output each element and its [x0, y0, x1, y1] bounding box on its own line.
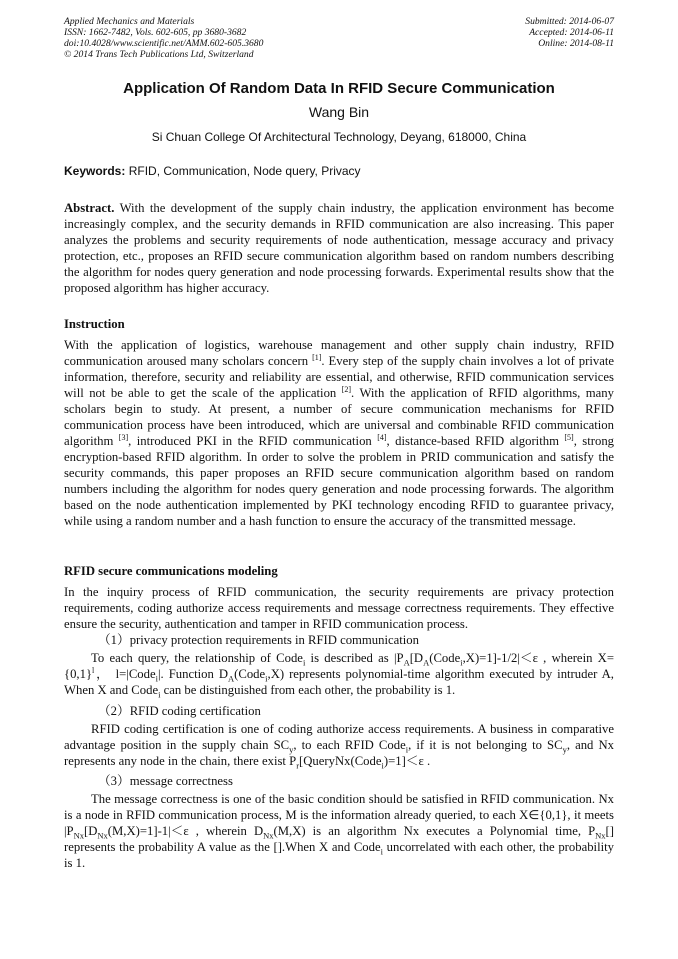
section-heading-modeling: RFID secure communications modeling — [64, 564, 278, 578]
accepted-date: Accepted: 2014-06-11 — [529, 27, 614, 38]
citation-3: [3] — [118, 432, 129, 442]
citation-2: [2] — [341, 384, 352, 394]
online-date: Online: 2014-08-11 — [538, 38, 614, 49]
abstract-text: With the development of the supply chain industry, the application environment has become increasingly complex, and the security demands in RFID communication are also increasing. This paper analyzes the problems and security requirements of node authentication, message accuracy and privacy protection, etc., proposes an RFID secure communication algorithm based on random numbers describing the algorithm for nodes query generation and node processing forwards. Experimental results show that the proposed algorithm has higher accuracy. — [64, 201, 614, 295]
author-name: Wang Bin — [308, 104, 370, 120]
copyright-line: © 2014 Trans Tech Publications Ltd, Switzerland — [64, 49, 254, 60]
abstract — [64, 200, 614, 296]
citation-1: [1] — [312, 352, 322, 362]
correctness-paragraph: The message correctness is one of the basic condition should be satisfied in RFID communication. Nx is a node in RFID communication process, M is the information already queried, to each X∈{0,1}, it meets $|P_{Nx}[D_{Nx}(M,X)=1]-1|<\varepsilon$ , wherein $D_{Nx}(M,X)$ is an algorithm Nx executes a Polynomial time, $P_{Nx}[]$ represents the probability A value as the [].When X and Code$_i$ uncorrelated with each other, the probability is 1. — [64, 792, 614, 870]
journal-name: Applied Mechanics and Materials — [64, 16, 195, 27]
issn-line: ISSN: 1662-7482, Vols. 602-605, pp 3680-3682 — [64, 27, 247, 38]
citation-4: [4] — [377, 432, 387, 442]
coding-paragraph: RFID coding certification is one of coding authorize access requirements. A business in comparative advantage position in the supply chain $SC_y$, to each RFID Code$_i$, if it is not belonging to $SC_y$, and Nx represents any node in the chain, there exist $P_r[QueryNx(Code_i)=1]<\varepsilon$ . — [64, 722, 615, 771]
abstract-label: Abstract. — [64, 201, 115, 215]
keywords-text: RFID, Communication, Node query, Privacy — [128, 164, 361, 178]
citation-5: [5] — [564, 432, 574, 442]
submitted-date: Submitted: 2014-06-07 — [525, 16, 614, 27]
keywords — [64, 164, 614, 178]
section-heading-instruction: Instruction — [64, 317, 125, 331]
subsection-coding: （2）RFID coding certification — [98, 704, 261, 718]
dates-header — [374, 16, 614, 49]
privacy-paragraph: To each query, the relationship of Code$_i$ is described as $|P_A[D_A(Code_i,X)=1]-1/2|<\varepsilon$ , wherein $X=\{0,1\}^l$， l=|Code$_i$|. Function $D_A(Code_i,X)$ represents polynomial-time algorithm executed by intruder A, When X and Code$_i$ can be distinguished from each other, the probability is 1. — [64, 651, 614, 700]
affiliation: Si Chuan College Of Architectural Technology, Deyang, 618000, China — [151, 130, 527, 144]
paper-title: Application Of Random Data In RFID Secure Communication — [123, 80, 555, 97]
subsection-correctness: （3）message correctness — [98, 774, 233, 788]
instruction-paragraph: With the application of logistics, warehouse management and other supply chain industry, RFID communication aroused many scholars concern [1]. Every step of the supply chain involves a lot of private information, therefore, security and reliability are essential, and otherwise, RFID communication services will not be able to get the scale of the application [2]. With the application of RFID algorithms, many scholars begin to study. At present, a number of secure communication mechanisms for RFID communication process have been introduced, which are universal and combinable RFID communication algorithm [3], introduced PKI in the RFID communication [4], distance-based RFID algorithm [5], strong encryption-based RFID algorithm. In order to solve the problem in PRID communication and satisfy the security commands, this paper proposes an RFID secure communication algorithm based on random numbers including the algorithm for nodes query generation and node processing forwards. The algorithm based on the node authentication implemented by PKI technology encoding RFID to guarantee privacy, while using a random number and a hash function to ensure the accuracy of the transmitted message. — [64, 338, 615, 528]
keywords-label: Keywords: — [64, 164, 126, 178]
modeling-intro: In the inquiry process of RFID communication, the security requirements are privacy protection requirements, coding authorize access requirements and message correctness requirements. They effective ensure the security, authentication and tamper in RFID communication process. — [64, 585, 614, 631]
subsection-privacy: （1）privacy protection requirements in RFID communication — [98, 633, 419, 647]
doi-line: doi:10.4028/www.scientific.net/AMM.602-605.3680 — [64, 38, 264, 49]
journal-header — [64, 16, 364, 60]
